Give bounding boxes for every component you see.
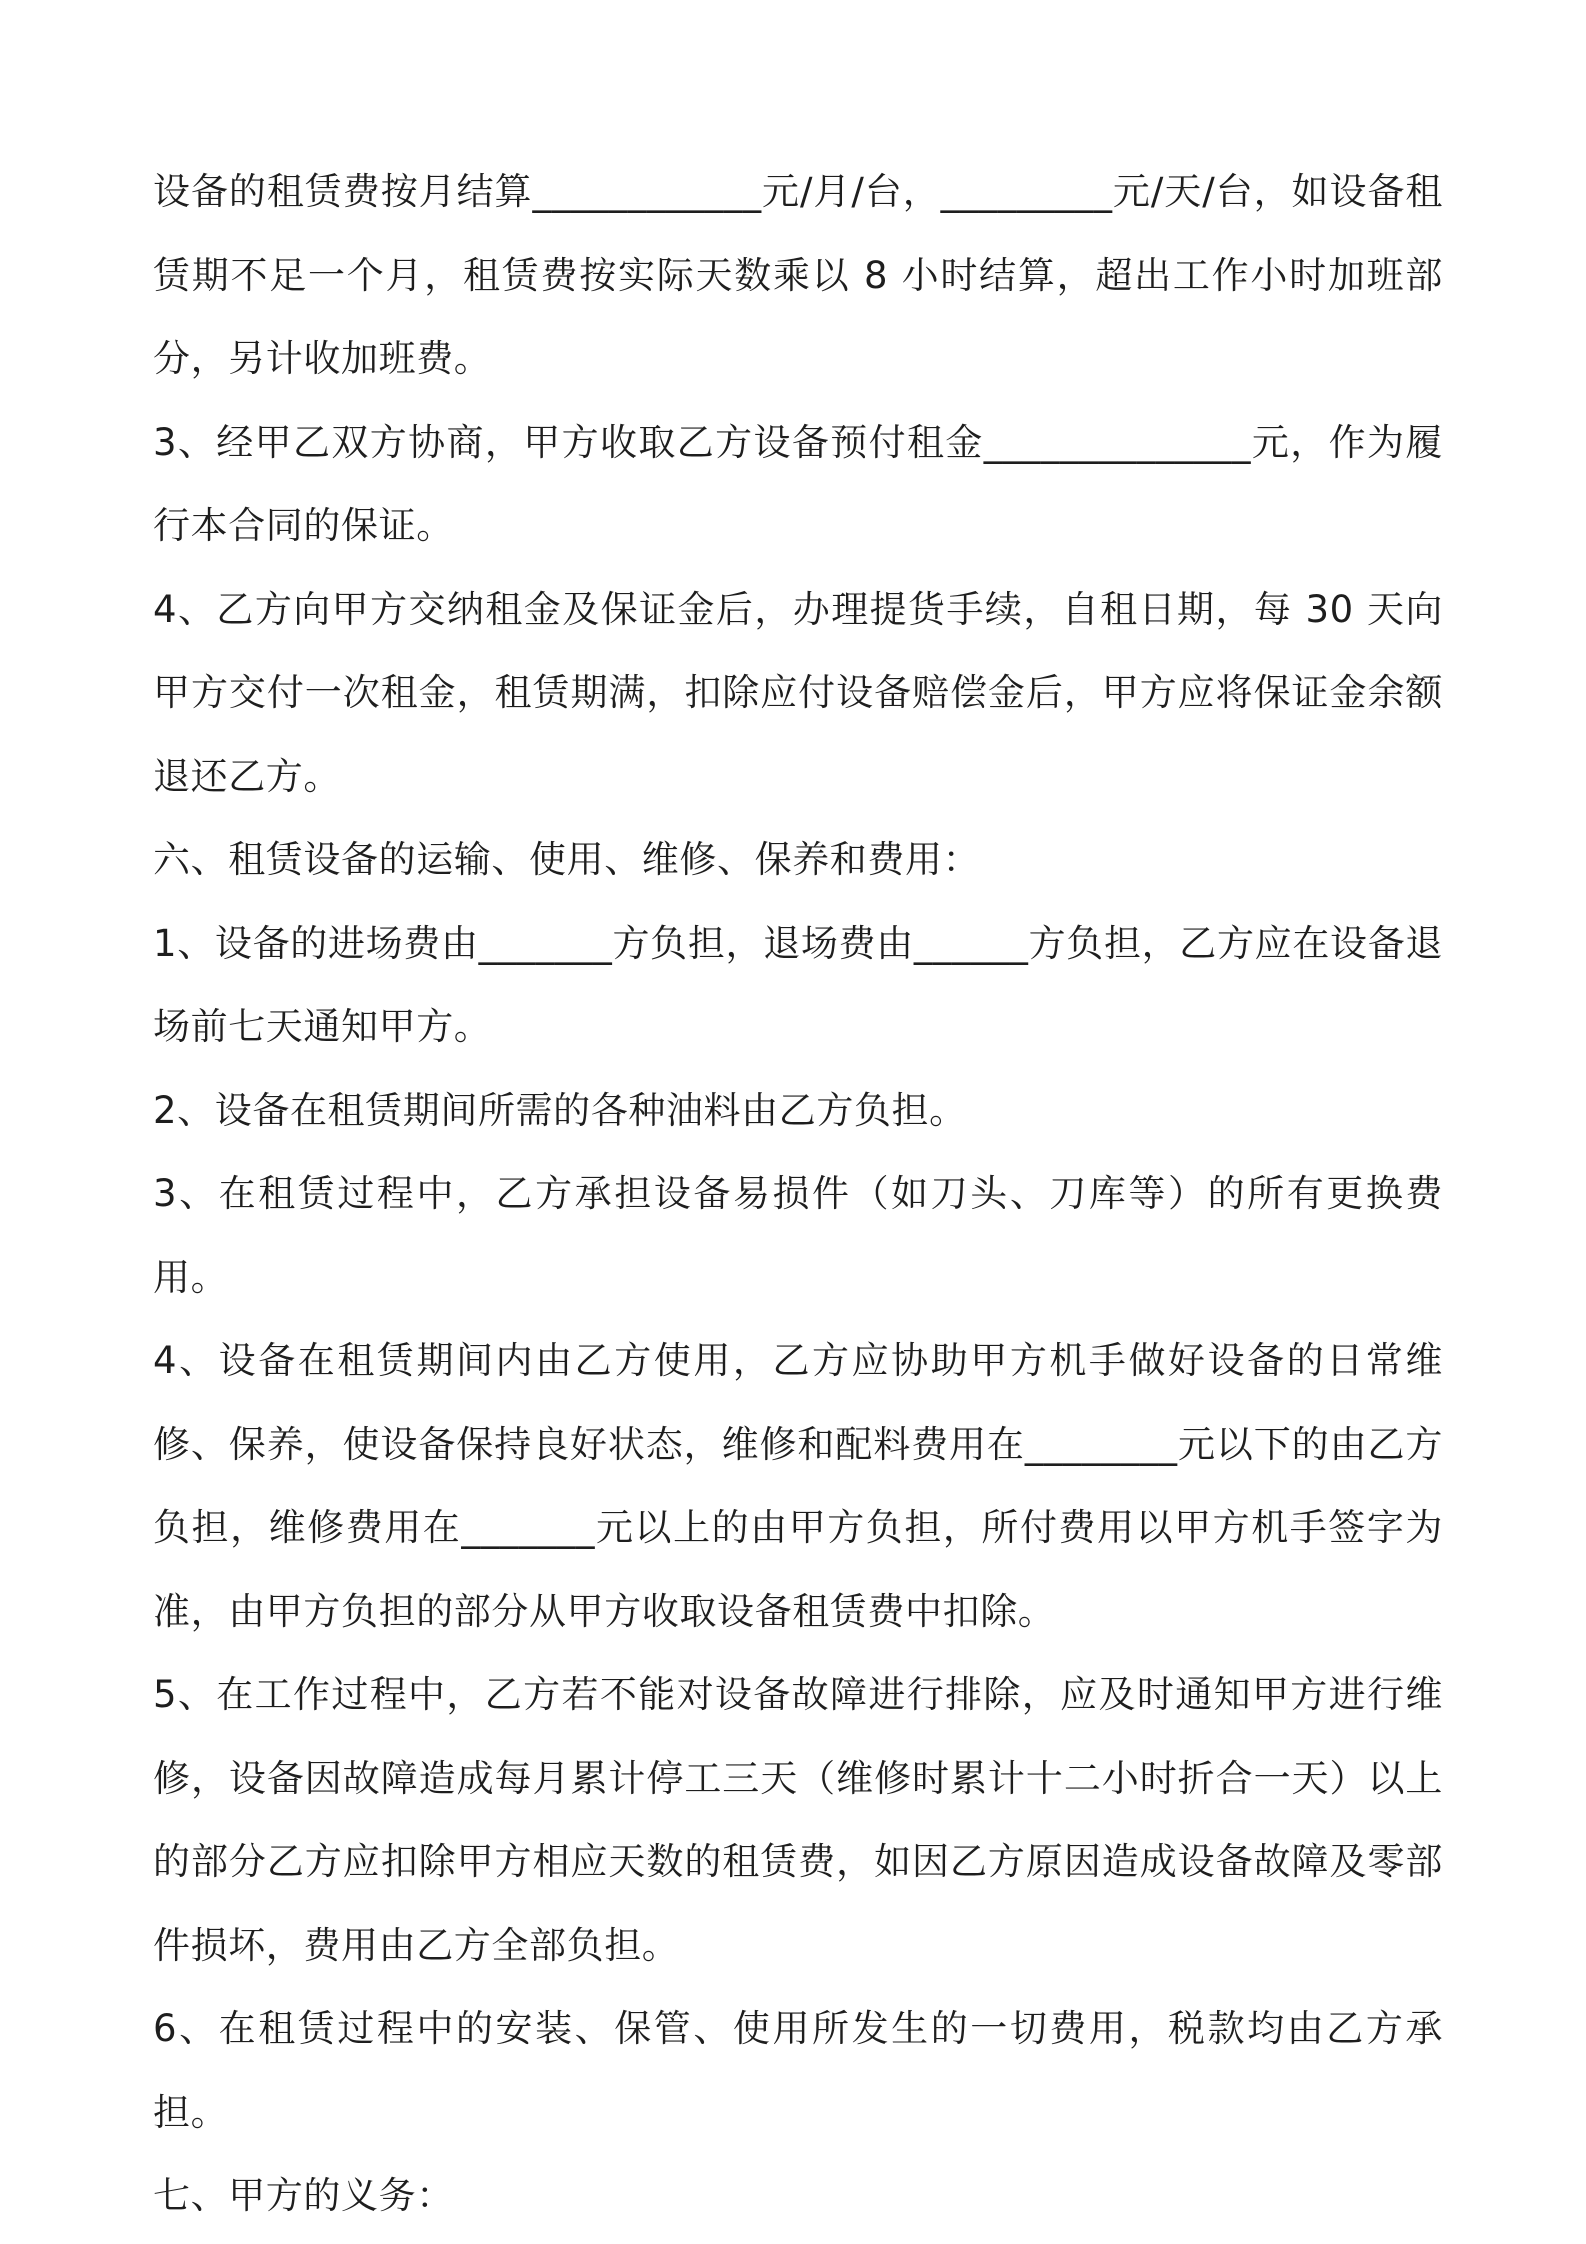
paragraph-clause-6-costs: 6、在租赁过程中的安装、保管、使用所发生的一切费用，税款均由乙方承担。 [153, 2007, 1443, 2134]
paragraph-clause-5-repair: 5、在工作过程中，乙方若不能对设备故障进行排除，应及时通知甲方进行维修，设备因故障造成每月累计停工三天（维修时累计十二小时折合一天）以上的部分乙方应扣除甲方相应天数的租赁费，如因乙方原因造成设备故障及零部件损坏，费用由乙方全部负担。 [153, 1673, 1443, 1967]
contract-text [153, 150, 1443, 2238]
paragraph-rental-fee: 设备的租赁费按月结算____________元/月/台，_________元/天/台，如设备租赁期不足一个月，租赁费按实际天数乘以 8 小时结算，超出工作小时加班部分，另计收加班费。 [153, 170, 1443, 380]
paragraph-clause-1-transport: 1、设备的进场费由_______方负担，退场费由______方负担，乙方应在设备退场前七天通知甲方。 [153, 921, 1443, 1048]
section-heading-6: 六、租赁设备的运输、使用、维修、保养和费用： [153, 838, 981, 881]
paragraph-clause-2-fuel: 2、设备在租赁期间所需的各种油料由乙方负担。 [153, 1088, 967, 1132]
paragraph-clause-3-deposit: 3、经甲乙双方协商，甲方收取乙方设备预付租金______________元，作为履行本合同的保证。 [153, 420, 1443, 547]
paragraph-clause-4-payment: 4、乙方向甲方交纳租金及保证金后，办理提货手续，自租日期，每 30 天向甲方交付一次租金，租赁期满，扣除应付设备赔偿金后，甲方应将保证金余额退还乙方。 [153, 587, 1443, 798]
paragraph-clause-3-wear-parts: 3、在租赁过程中，乙方承担设备易损件（如刀头、刀库等）的所有更换费用。 [153, 1172, 1443, 1299]
paragraph-clause-4-maintenance: 4、设备在租赁期间内由乙方使用，乙方应协助甲方机手做好设备的日常维修、保养，使设备保持良好状态，维修和配料费用在________元以下的由乙方负担，维修费用在_______元以上的由甲方负担，所付费用以甲方机手签字为准，由甲方负担的部分从甲方收取设备租赁费中扣除。 [153, 1339, 1443, 1633]
section-heading-7: 七、甲方的义务： [153, 2174, 454, 2217]
